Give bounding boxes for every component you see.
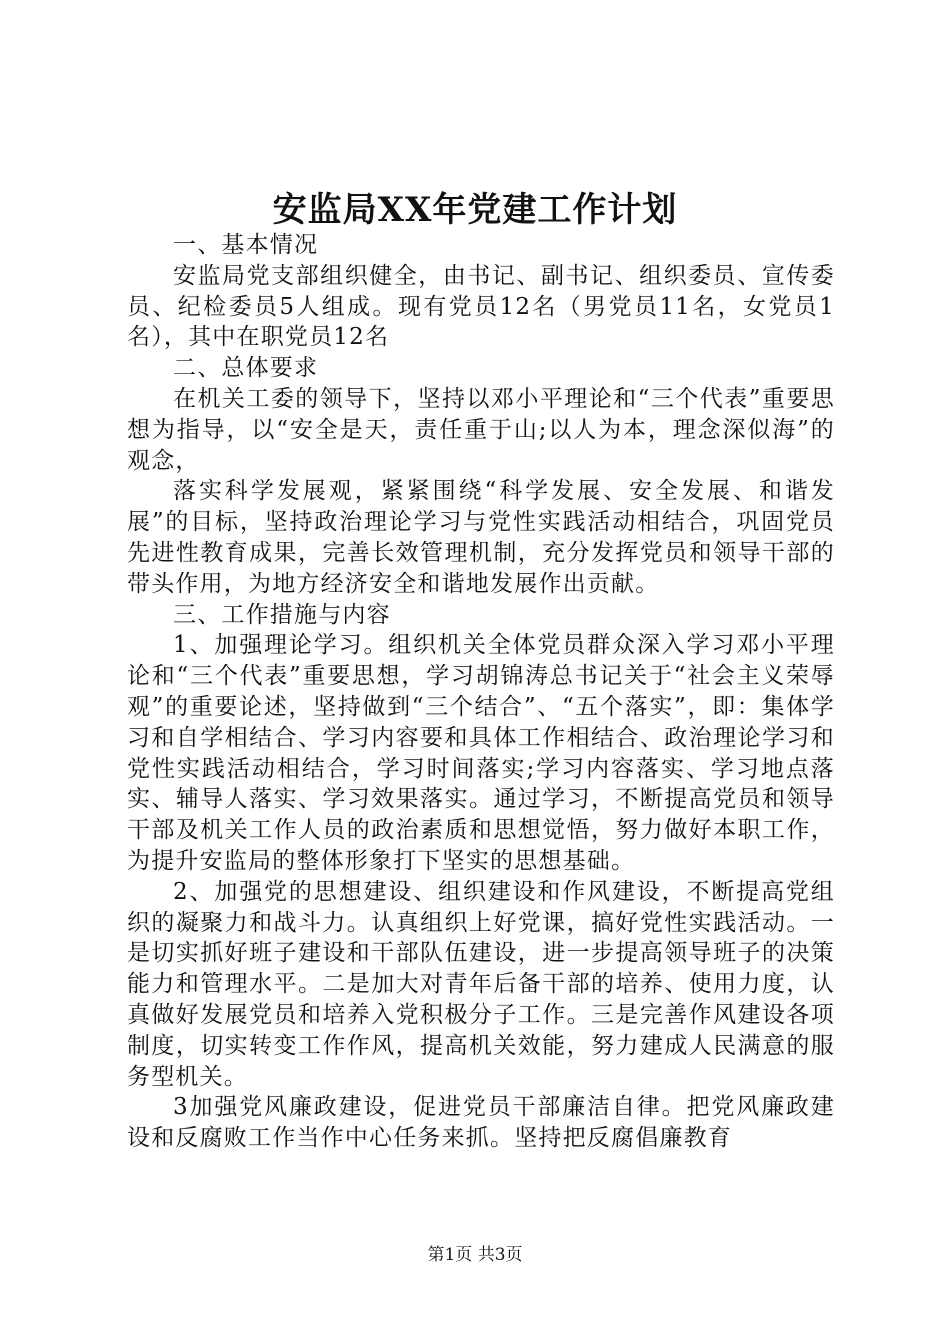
paragraph-basic-info: 安监局党支部组织健全，由书记、副书记、组织委员、宣传委员、纪检委员5人组成。现有党员12名（男党员11名，女党员1名），其中在职党员12名 [127, 262, 835, 351]
page-footer: 第1页 共3页 [427, 1245, 523, 1265]
paragraph-measure-3: 3加强党风廉政建设，促进党员干部廉洁自律。把党风廉政建设和反腐败工作当作中心任务来抓。坚持把反腐倡廉教育 [127, 1094, 835, 1152]
paragraph-goals: 落实科学发展观，紧紧围绕“科学发展、安全发展、和谐发展”的目标，坚持政治理论学习与党性实践活动相结合，巩固党员先进性教育成果，完善长效管理机制，充分发挥党员和领导干部的带头作用，为地方经济安全和谐地发展作出贡献。 [127, 478, 835, 597]
section-heading-requirements: 二、总体要求 [173, 355, 319, 382]
paragraph-measure-2: 2、加强党的思想建设、组织建设和作风建设，不断提高党组织的凝聚力和战斗力。认真组织上好党课，搞好党性实践活动。一是切实抓好班子建设和干部队伍建设，进一步提高领导班子的决策能力和管理水平。二是加大对青年后备干部的培养、使用力度，认真做好发展党员和培养入党积极分子工作。三是完善作风建设各项制度，切实转变工作作风，提高机关效能，努力建成人民满意的服务型机关。 [127, 878, 835, 1090]
document-body [127, 230, 835, 1154]
document-title: 安监局XX年党建工作计划 [272, 190, 678, 230]
section-heading-basic: 一、基本情况 [173, 232, 319, 258]
section-heading-measures: 三、工作措施与内容 [173, 601, 391, 628]
paragraph-guidance: 在机关工委的领导下，坚持以邓小平理论和“三个代表”重要思想为指导，以“安全是天，责任重于山;以人为本，理念深似海”的观念， [127, 385, 835, 474]
paragraph-measure-1: 1、加强理论学习。组织机关全体党员群众深入学习邓小平理论和“三个代表”重要思想，学习胡锦涛总书记关于“社会主义荣辱观”的重要论述，坚持做到“三个结合”、“五个落实”，即：集体学习和自学相结合、学习内容要和具体工作相结合、政治理论学习和党性实践活动相结合，学习时间落实;学习内容落实、学习地点落实、辅导人落实、学习效果落实。通过学习，不断提高党员和领导干部及机关工作人员的政治素质和思想觉悟，努力做好本职工作，为提升安监局的整体形象打下坚实的思想基础。 [127, 632, 835, 874]
